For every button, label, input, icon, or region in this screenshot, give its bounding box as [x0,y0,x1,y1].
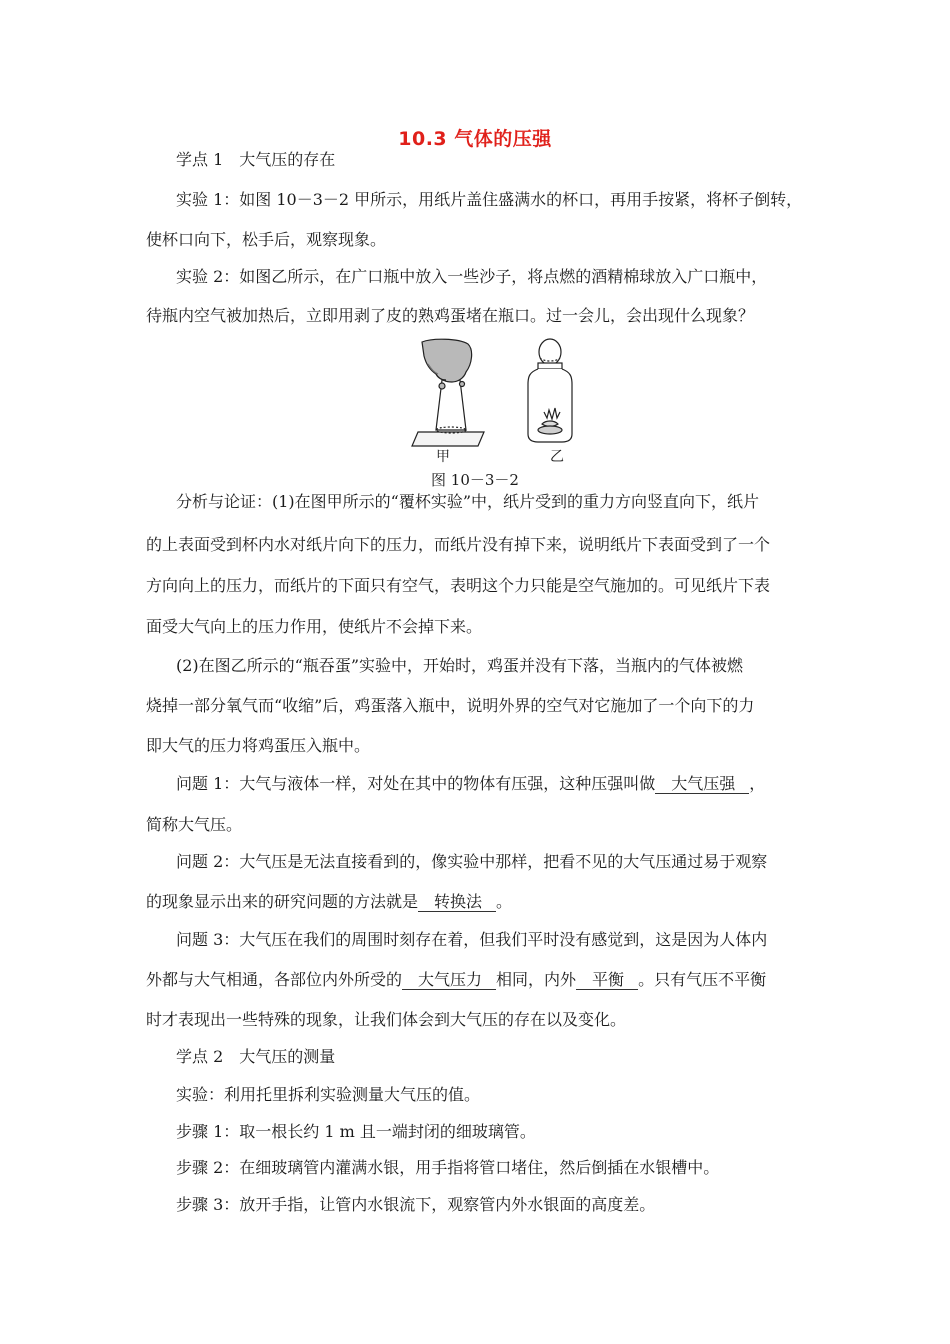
section-heading-1: 学点 1 大气压的存在 [176,150,336,169]
question-2-answer: 转换法 [418,893,496,912]
analysis-p2-line-1: (2)在图乙所示的“瓶吞蛋”实验中，开始时，鸡蛋并没有下落，当瓶内的气体被燃 [176,656,744,675]
analysis-p1-line-4: 面受大气向上的压力作用，使纸片不会掉下来。 [146,617,483,636]
step-1: 步骤 1：取一根长约 1 m 且一端封闭的细玻璃管。 [176,1122,536,1141]
step-3: 步骤 3：放开手指，让管内水银流下，观察管内外水银面的高度差。 [176,1195,656,1214]
question-1-end: ， [749,774,766,793]
section-heading-2: 学点 2 大气压的测量 [176,1047,336,1066]
analysis-p2-line-3: 即大气的压力将鸡蛋压入瓶中。 [146,736,371,755]
question-2-line-2 [146,892,512,912]
measurement-experiment: 实验：利用托里拆利实验测量大气压的值。 [176,1085,481,1104]
question-1-line-1 [176,774,765,794]
question-2-text: 的现象显示出来的研究问题的方法就是 [146,892,419,911]
question-3-answer-2: 平衡 [576,971,638,990]
cup-with-hand-drawing [412,339,484,446]
analysis-p1-line-2: 的上表面受到杯内水对纸片向下的压力，而纸片没有掉下来，说明纸片下表面受到了一个 [146,535,771,554]
question-3-line-1: 问题 3：大气压在我们的周围时刻存在着，但我们平时没有感觉到，这是因为人体内 [176,930,768,949]
figure-caption: 图 10－3－2 [431,471,519,489]
question-3-answer-1: 大气压力 [402,971,496,990]
question-3-text: 外都与大气相通，各部位内外所受的 [146,970,403,989]
page-title: 10.3 气体的压强 [398,128,552,150]
question-3-end: 。只有气压不平衡 [638,970,767,989]
bottle-with-egg-drawing [528,339,572,442]
figure-illustration [408,334,588,464]
question-1-text: 问题 1：大气与液体一样，对处在其中的物体有压强，这种压强叫做 [176,774,656,793]
question-1-line-2: 简称大气压。 [146,815,243,834]
analysis-p2-line-2: 烧掉一部分氧气而“收缩”后，鸡蛋落入瓶中，说明外界的空气对它施加了一个向下的力 [146,696,755,715]
experiment-2-line-1: 实验 2：如图乙所示，在广口瓶中放入一些沙子，将点燃的酒精棉球放入广口瓶中， [176,267,768,286]
experiment-2-line-2: 待瓶内空气被加热后，立即用剥了皮的熟鸡蛋堵在瓶口。过一会儿，会出现什么现象？ [146,306,755,325]
analysis-p1-line-1: 分析与论证：(1)在图甲所示的“覆杯实验”中，纸片受到的重力方向竖直向下，纸片 [176,492,760,511]
experiment-1-line-1: 实验 1：如图 10－3－2 甲所示，用纸片盖住盛满水的杯口，再用手按紧，将杯子倒转， [176,190,803,209]
question-1-answer: 大气压强 [655,775,749,794]
question-3-line-3: 时才表现出一些特殊的现象，让我们体会到大气压的存在以及变化。 [146,1010,627,1029]
analysis-p1-line-3: 方向向上的压力，而纸片的下面只有空气，表明这个力只能是空气施加的。可见纸片下表 [146,576,771,595]
experiment-1-line-2: 使杯口向下，松手后，观察现象。 [146,230,387,249]
figure-label-yi: 乙 [550,449,564,465]
figure-label-jia: 甲 [436,449,450,465]
question-3-line-2 [146,970,766,990]
experiment-figure [408,334,588,464]
step-2: 步骤 2：在细玻璃管内灌满水银，用手指将管口堵住，然后倒插在水银槽中。 [176,1158,720,1177]
question-3-mid: 相同，内外 [496,970,577,989]
question-2-line-1: 问题 2：大气压是无法直接看到的，像实验中那样，把看不见的大气压通过易于观察 [176,852,768,871]
question-2-end: 。 [496,892,513,911]
